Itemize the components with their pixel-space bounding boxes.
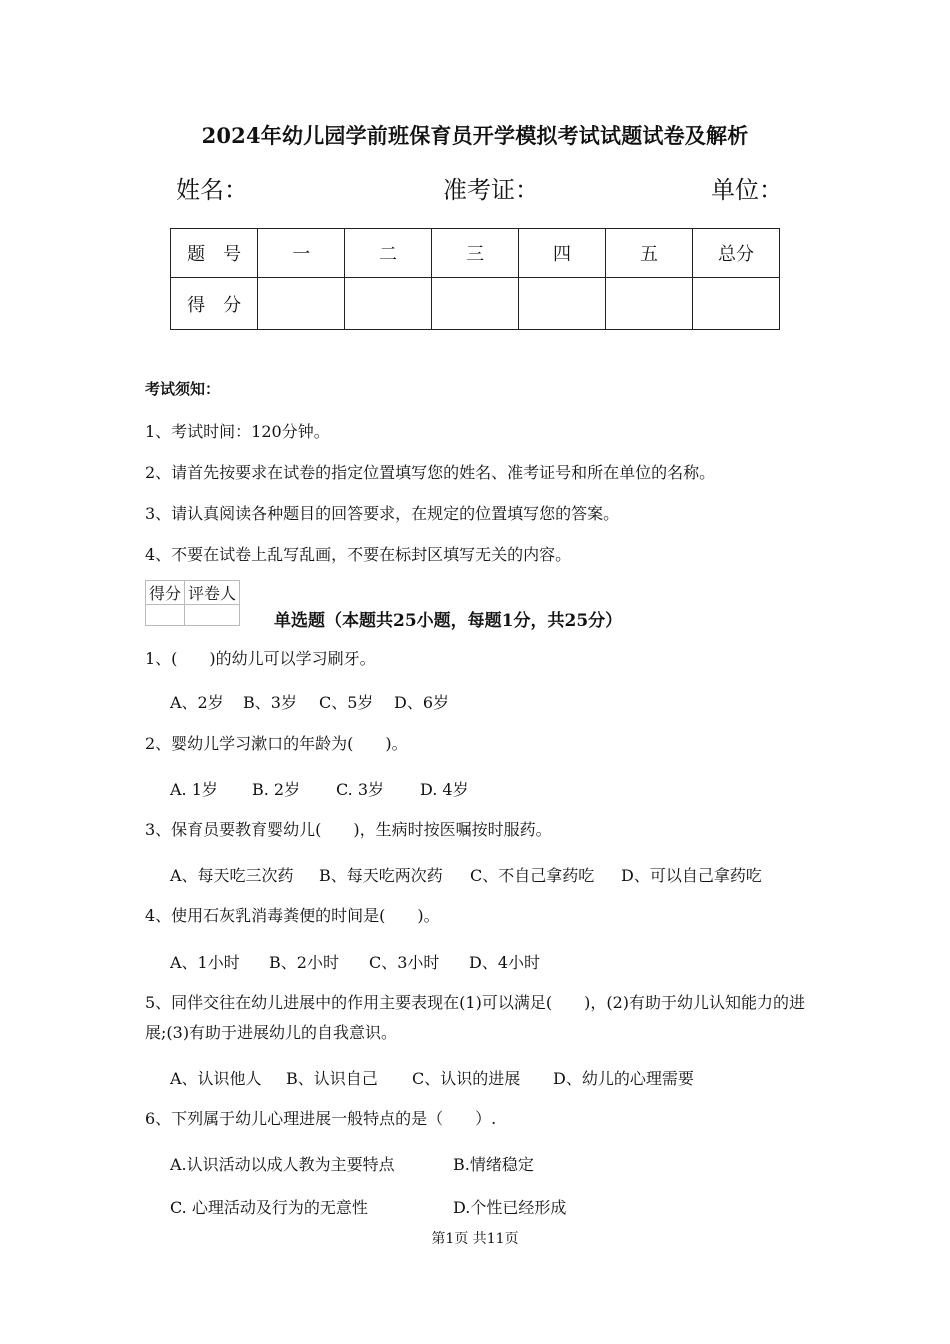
- score-cell: [432, 278, 519, 330]
- question-option: D、6岁: [394, 693, 450, 712]
- question-option: B、每天吃两次药: [319, 866, 443, 885]
- score-cell: [606, 278, 693, 330]
- question-option: C、不自己拿药吃: [470, 866, 595, 885]
- score-table-col-2: 二: [345, 229, 432, 278]
- grader-score-cell: [146, 605, 185, 626]
- question-text: 6、下列属于幼儿心理进展一般特点的是（ ）.: [145, 1109, 497, 1128]
- question-option: D.个性已经形成: [453, 1198, 567, 1217]
- candidate-info-row: [0, 170, 950, 204]
- question-option: D、4小时: [469, 953, 541, 972]
- score-table-score-row: [171, 278, 780, 330]
- score-cell: [258, 278, 345, 330]
- question-text: 1、( )的幼儿可以学习刷牙。: [145, 649, 376, 668]
- question-option: C、认识的进展: [412, 1069, 521, 1088]
- grader-name-label: 评卷人: [185, 581, 240, 605]
- page-title: 2024年幼儿园学前班保育员开学模拟考试试题试卷及解析: [201, 123, 749, 148]
- question-option: C. 3岁: [336, 780, 385, 799]
- question-option: A. 1岁: [170, 780, 218, 799]
- score-cell: [692, 278, 779, 330]
- question-option: C、5岁: [319, 693, 374, 712]
- question-option: C、3小时: [369, 953, 440, 972]
- score-table-col-3: 三: [432, 229, 519, 278]
- notice-item: 2、请首先按要求在试卷的指定位置填写您的姓名、准考证号和所在单位的名称。: [145, 463, 716, 482]
- question-option: D、可以自己拿药吃: [621, 866, 762, 885]
- score-cell: [519, 278, 606, 330]
- question-option: D、幼儿的心理需要: [553, 1069, 694, 1088]
- question-text: 4、使用石灰乳消毒粪便的时间是( )。: [145, 906, 440, 925]
- notice-item: 1、考试时间：120分钟。: [145, 422, 330, 441]
- score-table-col-4: 四: [519, 229, 606, 278]
- grader-name-cell: [185, 605, 240, 626]
- grader-table-blank-row: [146, 605, 240, 626]
- question-text: 3、保育员要教育婴幼儿( )，生病时按医嘱按时服药。: [145, 820, 552, 839]
- question-option: A、每天吃三次药: [170, 866, 294, 885]
- score-table: [170, 228, 780, 330]
- page-footer: 第1页 共11页: [431, 1231, 519, 1247]
- score-table-header-label: 题 号: [171, 229, 258, 278]
- score-table-col-1: 一: [258, 229, 345, 278]
- question-option: B. 2岁: [252, 780, 301, 799]
- question-option: B、3岁: [243, 693, 297, 712]
- unit-label: 单位：: [711, 176, 783, 204]
- question-text: 5、同伴交往在幼儿进展中的作用主要表现在(1)可以满足( )，(2)有助于幼儿认知能力的进展;(3)有助于进展幼儿的自我意识。: [145, 993, 805, 1042]
- question-option: A、2岁: [170, 693, 224, 712]
- question-option: A、1小时: [170, 953, 240, 972]
- grader-table-header-row: [146, 581, 240, 605]
- score-table-col-5: 五: [606, 229, 693, 278]
- grader-table: [145, 580, 240, 626]
- notice-item: 4、不要在试卷上乱写乱画，不要在标封区填写无关的内容。: [145, 545, 572, 564]
- question-option: A.认识活动以成人教为主要特点: [170, 1155, 395, 1174]
- notice-heading: 考试须知：: [145, 380, 221, 398]
- notice-item: 3、请认真阅读各种题目的回答要求，在规定的位置填写您的答案。: [145, 504, 620, 523]
- question-option: C. 心理活动及行为的无意性: [170, 1198, 368, 1217]
- score-table-header-row: [171, 229, 780, 278]
- score-table-score-label: 得 分: [171, 278, 258, 330]
- name-label: 姓名：: [176, 176, 248, 204]
- score-table-col-total: 总分: [692, 229, 779, 278]
- question-option: A、认识他人: [170, 1069, 262, 1088]
- question-option: B、认识自己: [286, 1069, 378, 1088]
- question-text: 2、婴幼儿学习漱口的年龄为( )。: [145, 734, 408, 753]
- grader-score-label: 得分: [146, 581, 185, 605]
- score-cell: [345, 278, 432, 330]
- question-option: D. 4岁: [420, 780, 469, 799]
- question-option: B.情绪稳定: [453, 1155, 534, 1174]
- section-title: 单选题（本题共25小题，每题1分，共25分）: [274, 611, 623, 631]
- question-option: B、2小时: [269, 953, 339, 972]
- exam-id-label: 准考证：: [443, 176, 539, 204]
